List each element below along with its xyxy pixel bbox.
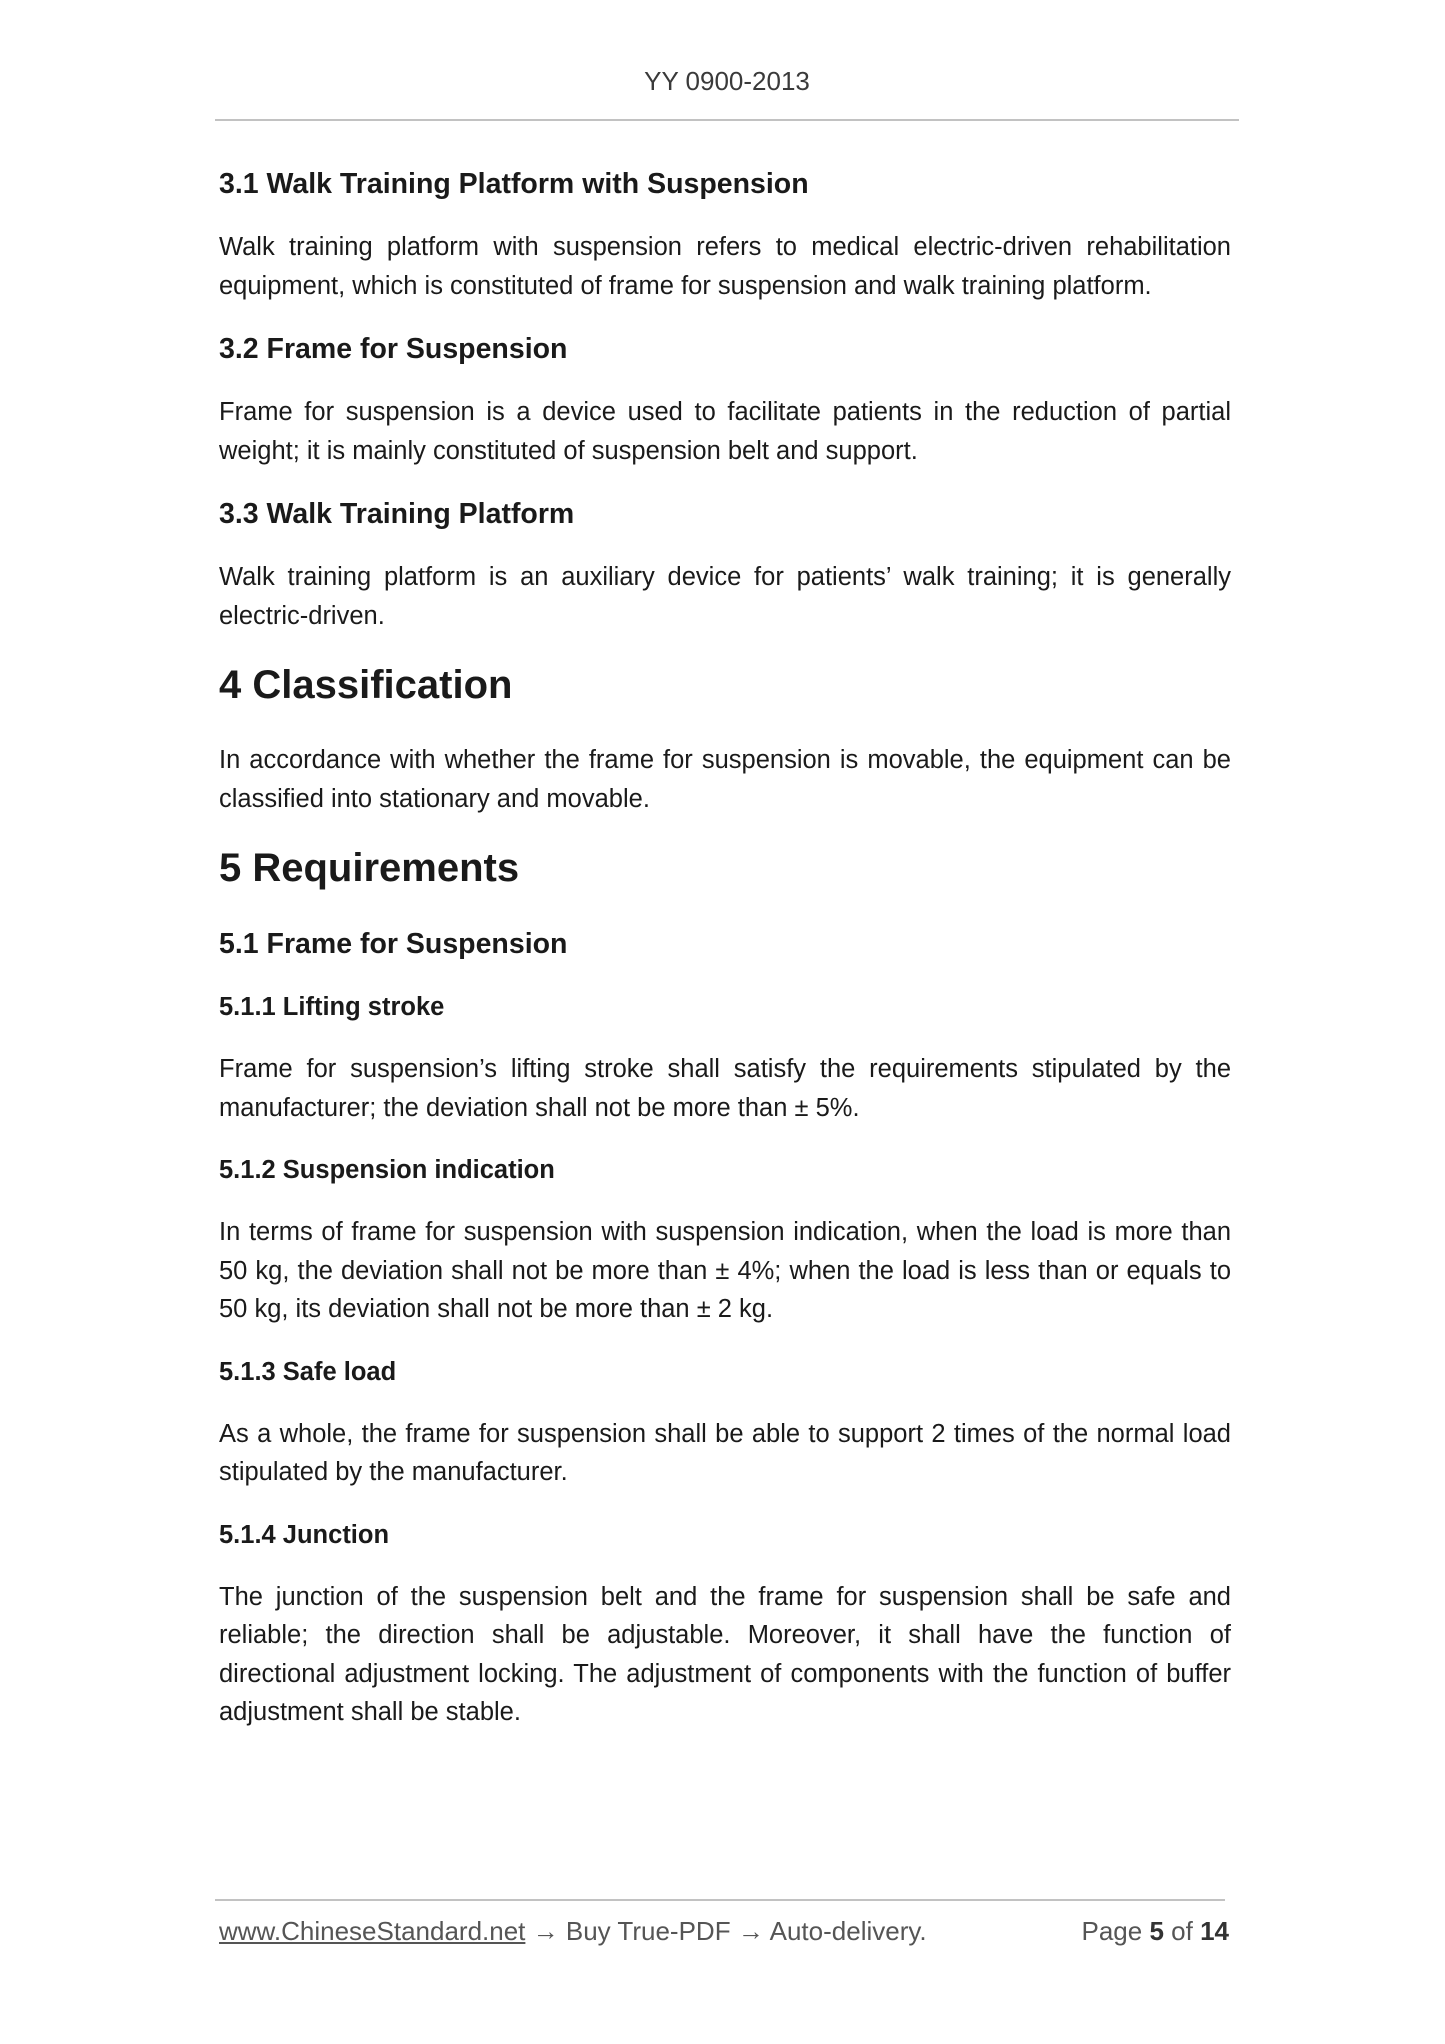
clause-5-1-4-heading: 5.1.4 Junction bbox=[219, 1520, 390, 1549]
auto-delivery-text: Auto-delivery. bbox=[769, 1916, 927, 1946]
arrow-right-icon: → bbox=[532, 1916, 559, 1946]
section-4-heading: 4 Classification bbox=[219, 663, 513, 707]
clause-3-2-text: Frame for suspension is a device used to facilitate patients in the reduction of partial weight; it is mainly constituted of suspension belt and support. bbox=[219, 398, 1231, 465]
buy-pdf-text: Buy True-PDF bbox=[565, 1916, 731, 1946]
document-header: YY 0900-2013 bbox=[644, 66, 810, 96]
clause-3-1-text: Walk training platform with suspension refers to medical electric-driven rehabilitation equipment, which is constituted of frame for suspension and walk training platform. bbox=[219, 233, 1231, 300]
clause-5-1-heading: 5.1 Frame for Suspension bbox=[219, 928, 568, 960]
footer-promo bbox=[219, 1916, 927, 1947]
page-number bbox=[1081, 1916, 1229, 1947]
arrow-right-icon: → bbox=[737, 1916, 764, 1946]
header-divider bbox=[215, 119, 1239, 121]
clause-5-1-3-text: As a whole, the frame for suspension shall be able to support 2 times of the normal load stipulated by the manufacturer. bbox=[219, 1419, 1231, 1486]
website-link[interactable]: www.ChineseStandard.net bbox=[219, 1916, 526, 1946]
document-body bbox=[219, 164, 1231, 1756]
clause-3-1-heading: 3.1 Walk Training Platform with Suspension bbox=[219, 168, 809, 200]
current-page: 5 bbox=[1149, 1916, 1164, 1946]
total-pages: 14 bbox=[1200, 1916, 1229, 1946]
clause-5-1-1-heading: 5.1.1 Lifting stroke bbox=[219, 993, 445, 1021]
clause-5-1-1-text: Frame for suspension’s lifting stroke shall satisfy the requirements stipulated by the manufacturer; the deviation shall not be more than ± 5%. bbox=[219, 1055, 1231, 1122]
footer-divider bbox=[215, 1899, 1225, 1901]
section-4-text: In accordance with whether the frame for suspension is movable, the equipment can be classified into stationary and movable. bbox=[219, 746, 1231, 813]
clause-3-2-heading: 3.2 Frame for Suspension bbox=[219, 333, 568, 365]
clause-5-1-2-text: In terms of frame for suspension with suspension indication, when the load is more than 50 kg, the deviation shall not be more than ± 4%; when the load is less than or equals to 50 kg, its deviation shall not be more than ± 2 kg. bbox=[219, 1218, 1231, 1323]
clause-5-1-2-heading: 5.1.2 Suspension indication bbox=[219, 1156, 555, 1184]
clause-3-3-text: Walk training platform is an auxiliary device for patients’ walk training; it is generally electric-driven. bbox=[219, 563, 1231, 630]
clause-5-1-4-text: The junction of the suspension belt and the frame for suspension shall be safe and reliable; the direction shall be adjustable. Moreover, it shall have the function of directional adjustment locking. The adjustment of components with the function of buffer adjustment shall be stable. bbox=[219, 1582, 1231, 1726]
clause-5-1-3-heading: 5.1.3 Safe load bbox=[219, 1357, 397, 1386]
section-5-heading: 5 Requirements bbox=[219, 846, 520, 890]
of-label: of bbox=[1171, 1916, 1193, 1946]
page-label: Page bbox=[1081, 1916, 1143, 1946]
clause-3-3-heading: 3.3 Walk Training Platform bbox=[219, 498, 575, 530]
